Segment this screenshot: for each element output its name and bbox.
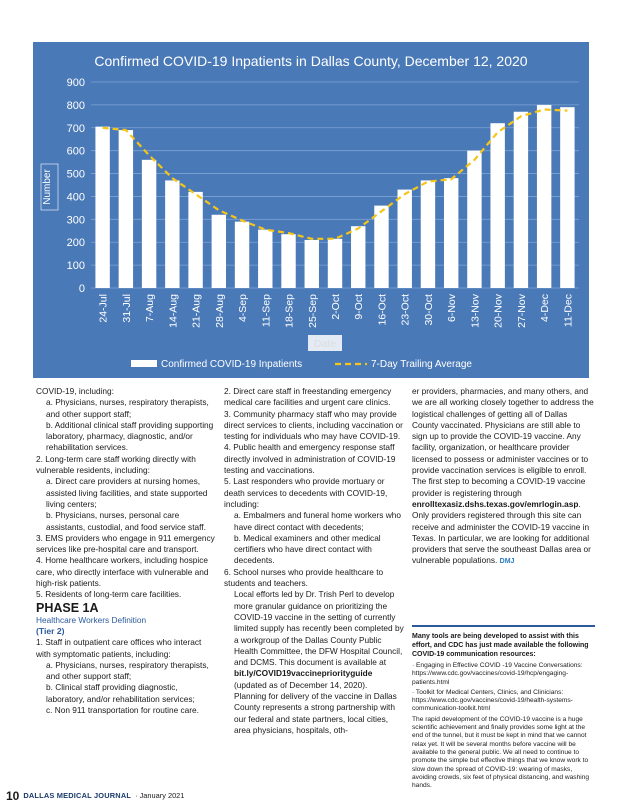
resources-note: The rapid development of the COVID-19 vaccine is a huge scientific achievement and finally provides some light at the end of the tunnel, but it must be kept in mind that we cannot relax yet. It will be several months before vaccine will be available to the general public. We all need to continue to promote the simple but effective things that we know work to slow down the spread of COVID-19: wearing of masks, avoiding crowds, six feet of physical distancing, and washing hands. [412, 715, 590, 790]
chart-bar [398, 190, 412, 288]
tier-label: (Tier 2) [36, 625, 65, 636]
chart-bar [514, 112, 528, 288]
x-tick-label: 23-Oct [399, 294, 412, 326]
y-tick-label: 400 [66, 191, 85, 204]
col1-item: 2. Long-term care staff working directly with vulnerable residents, including: [36, 453, 196, 476]
y-tick-label: 600 [66, 145, 85, 158]
inpatient-chart [33, 42, 589, 378]
col1-item: 5. Residents of long-term care facilities. [36, 589, 182, 600]
col1-item: 4. Home healthcare workers, including hospice care, who directly interface with vulnerable and high-risk patients. [36, 555, 209, 589]
chart-bar [560, 107, 574, 288]
col1-item: b. Clinical staff providing diagnostic, laboratory, and/or rehabilitation services; [46, 682, 195, 704]
x-tick-label: 4-Sep [237, 294, 250, 323]
x-tick-label: 28-Aug [213, 294, 226, 328]
chart-bar [421, 180, 435, 288]
chart-bar [374, 206, 388, 288]
x-tick-label: 2-Oct [330, 294, 342, 320]
chart-bar [444, 178, 458, 288]
col1-item: a. Physicians, nurses, respiratory therapists, and other support staff; [46, 659, 209, 682]
x-tick-label: 27-Nov [515, 294, 528, 328]
issue-date: · January 2021 [135, 791, 185, 800]
x-tick-label: 20-Nov [492, 294, 505, 328]
chart-bar [281, 234, 295, 288]
y-axis-label: Number [42, 169, 53, 205]
x-axis-label-box [308, 335, 342, 351]
col2-item: 4. Public health and emergency response staff directly involved in administration of COVID-19 testing and vaccinations. [224, 442, 396, 476]
col1-item: a. Direct care providers at nursing homes, assisted living facilities, and state supported living centers; [46, 476, 208, 509]
x-tick-label: 30-Oct [422, 294, 435, 326]
x-tick-label: 14-Aug [167, 294, 180, 328]
col1-line: COVID-19, including: [36, 386, 114, 396]
x-tick-label: 25-Sep [306, 294, 319, 328]
x-tick-label: 9-Oct [353, 294, 366, 320]
x-tick-label: 18-Sep [283, 294, 296, 328]
x-tick-label: 4-Dec [539, 294, 552, 323]
y-tick-label: 500 [66, 168, 85, 181]
phase-subheading: Healthcare Workers Definition [36, 614, 147, 625]
enroll-link[interactable]: enrolltexasiz.dshs.texas.gov/emrlogin.asp [412, 498, 579, 509]
y-tick-label: 700 [66, 122, 85, 135]
col2-item: 6. School nurses who provide healthcare to students and teachers. [224, 566, 384, 589]
y-tick-label: 200 [66, 237, 85, 250]
col1-item: c. Non 911 transportation for routine care. [46, 705, 199, 716]
legend-line-label: 7-Day Trailing Average [371, 359, 472, 370]
y-tick-label: 0 [78, 283, 85, 295]
x-tick-label: 16-Oct [376, 294, 389, 326]
text-column-3 [412, 386, 595, 568]
col3-paragraph [412, 386, 595, 568]
chart-bar [467, 151, 481, 288]
legend-bar-swatch [131, 360, 157, 367]
x-tick-label: 6-Nov [446, 294, 459, 323]
chart-bar [119, 130, 133, 288]
resource-item: · Engaging in Effective COVID -19 Vaccine Conversations: https://www.cdc.gov/vaccines/covid-19/hcp/engaging-patients.html [412, 662, 583, 686]
phase-heading: PHASE 1A [36, 600, 99, 615]
text-column-2 [224, 386, 404, 736]
chart-bar [537, 105, 551, 288]
y-tick-label: 100 [66, 260, 85, 273]
col2-item: 3. Community pharmacy staff who may provide direct services to clients, including vaccination or testing for individuals who may have COVID-19. [224, 408, 403, 442]
chart-bar [188, 192, 202, 288]
x-tick-label: 7-Aug [144, 294, 157, 323]
resources-lead: Many tools are being developed to assist with this effort, and CDC has just made available the following COVID-19 communication resources: [412, 633, 589, 658]
col1-item: b. Physicians, nurses, personal care assistants, custodial, and food service staff. [46, 510, 206, 532]
x-tick-label: 11-Sep [260, 294, 273, 328]
col2-paragraph [224, 589, 404, 691]
text-column-1 [36, 386, 216, 716]
x-tick-label: 24-Jul [97, 294, 110, 323]
resources-box [412, 625, 595, 792]
col1-item: 3. EMS providers who engage in 911 emergency services like pre-hospital care and transport. [36, 532, 215, 555]
col2-item: a. Embalmers and funeral home workers who have direct contact with decedents; [234, 510, 401, 532]
chart-bar [142, 160, 156, 288]
x-tick-label: 13-Nov [469, 294, 482, 328]
chart-bar [490, 123, 504, 288]
col2-paragraph-text: (updated as of December 14, 2020). [234, 679, 368, 690]
col3-paragraph-text: er providers, pharmacies, and many others, and we are all working closely together to address the logistical challenges of getting all of Dallas County vaccinated. Physicians are still able to sign up to provide the COVID-19 vaccine. Any facility, organization, or healthcare provider licensed to possess or administer vaccines or to provide vaccination services is eligible to enroll. The first step to becoming a COVID-19 vaccine provider is registering through [412, 386, 594, 498]
y-tick-label: 300 [66, 214, 85, 227]
col1-item: 1. Staff in outpatient care offices who interact with symptomatic patients, including: [36, 637, 202, 659]
resource-item: · Toolkit for Medical Centers, Clinics, and Clinicians: https://www.cdc.gov/vaccines/covid-19/health-systems-communication-toolkit.html [412, 688, 573, 713]
chart-bar [212, 215, 226, 288]
chart-bar [95, 127, 109, 288]
col3-paragraph-text: . Only providers registered through this site can receive and administer the COVID-19 vaccine in Texas. In particular, we are looking for additional providers that serve the southeast Dallas area or vulnerable populations. [412, 498, 591, 566]
chart-bar [235, 222, 249, 288]
col2-item: b. Medical examiners and other medical certifiers who have direct contact with decedents. [234, 532, 381, 566]
col1-item: a. Physicians, nurses, respiratory therapists, and other support staff; [46, 397, 209, 419]
chart-bar [328, 239, 342, 288]
page-number: 10 [6, 789, 20, 803]
chart-bar [351, 226, 365, 288]
chart-bar [305, 240, 319, 288]
legend-bar-label: Confirmed COVID-19 Inpatients [161, 359, 303, 370]
y-tick-label: 800 [66, 99, 85, 112]
chart-bar [258, 230, 272, 288]
col2-item: 2. Direct care staff in freestanding emergency medical care facilities and urgent care clinics. [224, 386, 392, 408]
col2-paragraph-text: Local efforts led by Dr. Trish Perl to develop more granular guidance on prioritizing the COVID-19 vaccine in the setting of currently limited supply has recently been completed by a workgroup of the Dallas County Public Health Committee, the DFW Hospital Council, and DCMS. This document is available at [234, 589, 404, 668]
y-tick-label: 900 [66, 77, 85, 89]
vaccine-guide-link[interactable]: bit.ly/COVID19vaccinepriorityguide [234, 668, 373, 679]
chart-bar [165, 180, 179, 288]
chart-svg [33, 42, 589, 378]
x-tick-label: 21-Aug [190, 294, 203, 328]
x-tick-label: 11-Dec [562, 294, 575, 328]
page-footer [6, 790, 184, 802]
col2-item: 5. Last responders who provide mortuary or death services to decedents with COVID-19, including: [224, 476, 388, 509]
chart-title: Confirmed COVID-19 Inpatients in Dallas County, December 12, 2020 [94, 53, 528, 69]
col2-paragraph: Planning for delivery of the vaccine in Dallas County represents a strong partnership with our federal and state partners, local cities, area physicians, hospitals, oth- [234, 691, 397, 735]
journal-name: DALLAS MEDICAL JOURNAL [23, 791, 132, 800]
col1-item: b. Additional clinical staff providing supporting laboratory, pharmacy, diagnostic, and/or rehabilitation services. [46, 419, 214, 453]
x-tick-label: 31-Jul [120, 294, 133, 323]
dmj-signature: DMJ [499, 558, 515, 566]
legend [131, 359, 472, 370]
